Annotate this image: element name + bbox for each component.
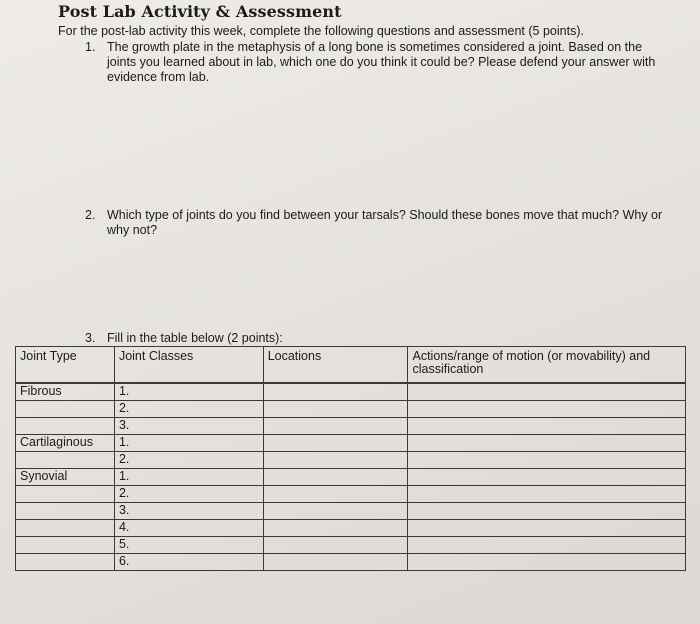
joint-type-cell bbox=[16, 503, 115, 520]
question-text: The growth plate in the metaphysis of a long bone is sometimes considered a joint. Based on the joints you learned about in lab, which one do you think it could be? Please defend your answer with evidence from lab. bbox=[107, 40, 656, 84]
table-header-row bbox=[16, 347, 686, 384]
joint-type-cell bbox=[16, 554, 115, 571]
table-row bbox=[16, 537, 686, 554]
table-row bbox=[16, 435, 686, 452]
joint-type-cell: Cartilaginous bbox=[16, 435, 115, 452]
joint-class-cell: 6. bbox=[114, 554, 263, 571]
joint-class-cell: 2. bbox=[114, 486, 263, 503]
intro-text: For the post-lab activity this week, complete the following questions and assessment (5 points). bbox=[58, 24, 584, 38]
question-number: 2. bbox=[85, 208, 96, 222]
joint-type-cell bbox=[16, 486, 115, 503]
question-2 bbox=[85, 208, 665, 238]
action-cell[interactable] bbox=[408, 537, 686, 554]
location-cell[interactable] bbox=[263, 418, 408, 435]
action-cell[interactable] bbox=[408, 452, 686, 469]
action-cell[interactable] bbox=[408, 401, 686, 418]
joint-class-cell: 2. bbox=[114, 452, 263, 469]
action-cell[interactable] bbox=[408, 554, 686, 571]
joint-type-cell bbox=[16, 537, 115, 554]
question-1 bbox=[85, 40, 665, 85]
action-cell[interactable] bbox=[408, 486, 686, 503]
table-row bbox=[16, 520, 686, 537]
location-cell[interactable] bbox=[263, 503, 408, 520]
location-cell[interactable] bbox=[263, 520, 408, 537]
joint-class-cell: 3. bbox=[114, 418, 263, 435]
action-cell[interactable] bbox=[408, 503, 686, 520]
table-row bbox=[16, 469, 686, 486]
question-number: 1. bbox=[85, 40, 96, 54]
joint-type-cell bbox=[16, 520, 115, 537]
joint-type-cell bbox=[16, 418, 115, 435]
joints-table bbox=[15, 346, 686, 571]
header-joint-classes: Joint Classes bbox=[114, 347, 263, 384]
joint-class-cell: 3. bbox=[114, 503, 263, 520]
table-row bbox=[16, 401, 686, 418]
action-cell[interactable] bbox=[408, 435, 686, 452]
table-row bbox=[16, 554, 686, 571]
question-text: Fill in the table below (2 points): bbox=[107, 331, 283, 345]
location-cell[interactable] bbox=[263, 537, 408, 554]
table-row bbox=[16, 486, 686, 503]
location-cell[interactable] bbox=[263, 486, 408, 503]
header-joint-type: Joint Type bbox=[16, 347, 115, 384]
joint-type-cell: Synovial bbox=[16, 469, 115, 486]
question-3 bbox=[85, 331, 665, 346]
joint-class-cell: 1. bbox=[114, 469, 263, 486]
header-locations: Locations bbox=[263, 347, 408, 384]
table-row bbox=[16, 418, 686, 435]
header-actions: Actions/range of motion (or movability) and classification bbox=[408, 347, 686, 384]
question-text: Which type of joints do you find between your tarsals? Should these bones move that much? Why or why not? bbox=[107, 208, 663, 237]
joint-type-cell bbox=[16, 401, 115, 418]
action-cell[interactable] bbox=[408, 383, 686, 401]
table-row bbox=[16, 503, 686, 520]
joint-class-cell: 5. bbox=[114, 537, 263, 554]
table-row bbox=[16, 383, 686, 401]
joint-class-cell: 1. bbox=[114, 435, 263, 452]
question-number: 3. bbox=[85, 331, 96, 345]
location-cell[interactable] bbox=[263, 383, 408, 401]
location-cell[interactable] bbox=[263, 452, 408, 469]
joint-class-cell: 1. bbox=[114, 383, 263, 401]
location-cell[interactable] bbox=[263, 435, 408, 452]
location-cell[interactable] bbox=[263, 554, 408, 571]
page-title: Post Lab Activity & Assessment bbox=[58, 2, 342, 21]
table-row bbox=[16, 452, 686, 469]
joint-class-cell: 4. bbox=[114, 520, 263, 537]
action-cell[interactable] bbox=[408, 520, 686, 537]
action-cell[interactable] bbox=[408, 469, 686, 486]
location-cell[interactable] bbox=[263, 401, 408, 418]
joint-type-cell bbox=[16, 452, 115, 469]
action-cell[interactable] bbox=[408, 418, 686, 435]
joint-type-cell: Fibrous bbox=[16, 383, 115, 401]
location-cell[interactable] bbox=[263, 469, 408, 486]
joint-class-cell: 2. bbox=[114, 401, 263, 418]
